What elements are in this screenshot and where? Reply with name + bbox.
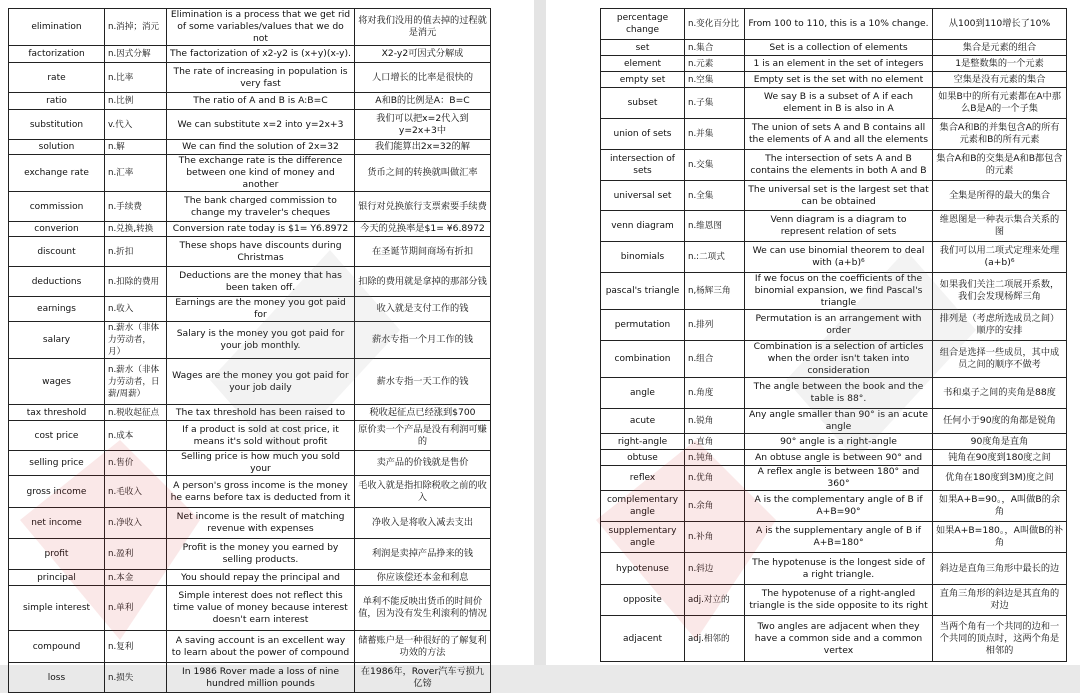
chinese-translation-cell: 利润是卖掉产品挣来的钱	[355, 539, 491, 570]
chinese-translation-cell: 单利不能反映出货币的时间价值，因为没有发生利滚利的情况	[355, 586, 491, 631]
chinese-translation-cell: 我们可以用二项式定理来处理(a+b)⁶	[933, 242, 1067, 273]
part-of-speech-cell: n.交集	[685, 150, 745, 181]
chinese-translation-cell: 集合是元素的组合	[933, 40, 1067, 56]
part-of-speech-cell: n.角度	[685, 378, 745, 409]
table-row	[601, 88, 1067, 119]
table-row	[9, 586, 491, 631]
table-row	[9, 297, 491, 322]
term-cell: intersection of sets	[601, 150, 685, 181]
english-example-cell: If we focus on the coefficients of the binomial expansion, we find Pascal's triangle	[745, 273, 933, 310]
term-cell: binomials	[601, 242, 685, 273]
table-row	[9, 421, 491, 451]
chinese-translation-cell: 1是整数集的一个元素	[933, 56, 1067, 72]
part-of-speech-cell: n.维恩图	[685, 211, 745, 242]
chinese-translation-cell: 排列是（考虑所选成员之间）顺序的安排	[933, 310, 1067, 341]
table-row	[601, 56, 1067, 72]
chinese-translation-cell: 收入就是支付工作的钱	[355, 297, 491, 322]
english-example-cell: The bank charged commission to change my traveler's cheques	[167, 192, 355, 222]
part-of-speech-cell: n.钝角	[685, 450, 745, 466]
term-cell: union of sets	[601, 119, 685, 150]
term-cell: venn diagram	[601, 211, 685, 242]
vocab-table-right	[600, 8, 1067, 662]
term-cell: wages	[9, 359, 105, 405]
english-example-cell: Any angle smaller than 90° is an acute angle	[745, 409, 933, 434]
chinese-translation-cell: 任何小于90度的角都是锐角	[933, 409, 1067, 434]
chinese-translation-cell: 当两个角有一个共同的边和一个共同的顶点时，这两个角是相邻的	[933, 616, 1067, 662]
chinese-translation-cell: 我们可以把x=2代入到y=2x+3中	[355, 110, 491, 140]
table-row	[601, 181, 1067, 211]
table-row	[9, 508, 491, 539]
table-row	[601, 466, 1067, 491]
term-cell: simple interest	[9, 586, 105, 631]
part-of-speech-cell: v.代入	[105, 110, 167, 140]
part-of-speech-cell: n.复利	[105, 631, 167, 663]
table-row	[601, 119, 1067, 150]
part-of-speech-cell: n.净收入	[105, 508, 167, 539]
english-example-cell: 1 is an element in the set of integers	[745, 56, 933, 72]
chinese-translation-cell: 毛收入就是指扣除税收之前的收入	[355, 476, 491, 508]
term-cell: discount	[9, 237, 105, 267]
chinese-translation-cell: 薪水专指一个月工作的钱	[355, 322, 491, 359]
chinese-translation-cell: 钝角在90度到180度之间	[933, 450, 1067, 466]
english-example-cell: Profit is the money you earned by selling products.	[167, 539, 355, 570]
english-example-cell: A is the supplementary angle of B if A+B=180°	[745, 522, 933, 553]
part-of-speech-cell: n.斜边	[685, 553, 745, 585]
english-example-cell: Venn diagram is a diagram to represent relation of sets	[745, 211, 933, 242]
table-row	[601, 522, 1067, 553]
english-example-cell: Elimination is a process that we get rid of some variables/values that we do not	[167, 9, 355, 46]
part-of-speech-cell: n.汇率	[105, 155, 167, 192]
english-example-cell: A reflex angle is between 180° and 360°	[745, 466, 933, 491]
chinese-translation-cell: 薪水专指一天工作的钱	[355, 359, 491, 405]
term-cell: earnings	[9, 297, 105, 322]
part-of-speech-cell: n.优角	[685, 466, 745, 491]
english-example-cell: A saving account is an excellent way to learn about the power of compound	[167, 631, 355, 663]
chinese-translation-cell: 在1986年，Rover汽车亏损九亿镑	[355, 663, 491, 693]
english-example-cell: The angle between the book and the table is 88°.	[745, 378, 933, 409]
english-example-cell: Wages are the money you got paid for your job daily	[167, 359, 355, 405]
part-of-speech-cell: n.收入	[105, 297, 167, 322]
chinese-translation-cell: A和B的比例是A：B=C	[355, 93, 491, 110]
part-of-speech-cell: n.损失	[105, 663, 167, 693]
table-row	[601, 211, 1067, 242]
english-example-cell: From 100 to 110, this is a 10% change.	[745, 9, 933, 40]
part-of-speech-cell: n.本金	[105, 570, 167, 586]
term-cell: substitution	[9, 110, 105, 140]
english-example-cell: Net income is the result of matching revenue with expenses	[167, 508, 355, 539]
chinese-translation-cell: 扣除的费用就是拿掉的那部分钱	[355, 267, 491, 297]
english-example-cell: The ratio of A and B is A:B=C	[167, 93, 355, 110]
table-row	[9, 539, 491, 570]
table-row	[9, 63, 491, 93]
table-row	[601, 616, 1067, 662]
table-row	[9, 192, 491, 222]
part-of-speech-cell: n.排列	[685, 310, 745, 341]
table-row	[9, 46, 491, 63]
chinese-translation-cell: 税收起征点已经涨到$700	[355, 405, 491, 421]
english-example-cell: The factorization of x2-y2 is (x+y)(x-y).	[167, 46, 355, 63]
term-cell: complementary angle	[601, 491, 685, 522]
part-of-speech-cell: n.单利	[105, 586, 167, 631]
part-of-speech-cell: n.解	[105, 140, 167, 155]
part-of-speech-cell: n.折扣	[105, 237, 167, 267]
part-of-speech-cell: n.成本	[105, 421, 167, 451]
english-example-cell: An obtuse angle is between 90° and	[745, 450, 933, 466]
term-cell: cost price	[9, 421, 105, 451]
table-row	[601, 242, 1067, 273]
table-row	[601, 450, 1067, 466]
chinese-translation-cell: 集合A和B的交集是A和B都包含的元素	[933, 150, 1067, 181]
term-cell: subset	[601, 88, 685, 119]
table-row	[9, 155, 491, 192]
chinese-translation-cell: 斜边是直角三角形中最长的边	[933, 553, 1067, 585]
term-cell: percentage change	[601, 9, 685, 40]
term-cell: supplementary angle	[601, 522, 685, 553]
term-cell: acute	[601, 409, 685, 434]
part-of-speech-cell: n.组合	[685, 341, 745, 378]
english-example-cell: Selling price is how much you sold your	[167, 451, 355, 476]
part-of-speech-cell: n.比率	[105, 63, 167, 93]
document-page-right	[546, 0, 1080, 665]
term-cell: factorization	[9, 46, 105, 63]
english-example-cell: Permutation is an arrangement with order	[745, 310, 933, 341]
english-example-cell: Empty set is the set with no element	[745, 72, 933, 88]
chinese-translation-cell: 直角三角形的斜边是其直角的对边	[933, 585, 1067, 616]
term-cell: angle	[601, 378, 685, 409]
english-example-cell: A is the complementary angle of B if A+B=90°	[745, 491, 933, 522]
chinese-translation-cell: 你应该偿还本金和利息	[355, 570, 491, 586]
term-cell: pascal's triangle	[601, 273, 685, 310]
part-of-speech-cell: n.并集	[685, 119, 745, 150]
part-of-speech-cell: adj.相邻的	[685, 616, 745, 662]
chinese-translation-cell: 从100到110增长了10%	[933, 9, 1067, 40]
chinese-translation-cell: 净收入是将收入减去支出	[355, 508, 491, 539]
table-row	[9, 405, 491, 421]
part-of-speech-cell: n.锐角	[685, 409, 745, 434]
english-example-cell: The hypotenuse is the longest side of a right triangle.	[745, 553, 933, 585]
chinese-translation-cell: 维恩图是一种表示集合关系的图	[933, 211, 1067, 242]
table-row	[9, 322, 491, 359]
chinese-translation-cell: 90度角是直角	[933, 434, 1067, 450]
chinese-translation-cell: 组合是选择一些成员，其中成员之间的顺序不做考	[933, 341, 1067, 378]
table-row	[601, 9, 1067, 40]
chinese-translation-cell: 全集是所得的最大的集合	[933, 181, 1067, 211]
english-example-cell: We can substitute x=2 into y=2x+3	[167, 110, 355, 140]
term-cell: hypotenuse	[601, 553, 685, 585]
chinese-translation-cell: 如果我们关注二项展开系数，我们会发现杨辉三角	[933, 273, 1067, 310]
table-row	[601, 40, 1067, 56]
english-example-cell: Deductions are the money that has been taken off.	[167, 267, 355, 297]
table-row	[9, 570, 491, 586]
part-of-speech-cell: n.:二项式	[685, 242, 745, 273]
chinese-translation-cell: 原价卖一个产品是没有利润可赚的	[355, 421, 491, 451]
english-example-cell: We can find the solution of 2x=32	[167, 140, 355, 155]
term-cell: converion	[9, 222, 105, 237]
part-of-speech-cell: n.元素	[685, 56, 745, 72]
term-cell: elimination	[9, 9, 105, 46]
term-cell: salary	[9, 322, 105, 359]
chinese-translation-cell: 人口增长的比率是很快的	[355, 63, 491, 93]
english-example-cell: In 1986 Rover made a loss of nine hundred million pounds	[167, 663, 355, 693]
term-cell: opposite	[601, 585, 685, 616]
chinese-translation-cell: X2-y2可因式分解成	[355, 46, 491, 63]
part-of-speech-cell: n.变化百分比	[685, 9, 745, 40]
table-row	[601, 378, 1067, 409]
part-of-speech-cell: n.集合	[685, 40, 745, 56]
english-example-cell: These shops have discounts during Christmas	[167, 237, 355, 267]
table-row	[9, 110, 491, 140]
english-example-cell: A person's gross income is the money he earns before tax is deducted from it	[167, 476, 355, 508]
english-example-cell: The intersection of sets A and B contains the elements in both A and B	[745, 150, 933, 181]
chinese-translation-cell: 如果A+B=180。，A叫做B的补角	[933, 522, 1067, 553]
table-row	[601, 553, 1067, 585]
table-row	[9, 359, 491, 405]
english-example-cell: The universal set is the largest set that can be obtained	[745, 181, 933, 211]
english-example-cell: The union of sets A and B contains all the elements of A and all the elements	[745, 119, 933, 150]
part-of-speech-cell: n.比例	[105, 93, 167, 110]
part-of-speech-cell: n.售价	[105, 451, 167, 476]
table-row	[9, 93, 491, 110]
table-row	[9, 451, 491, 476]
table-row	[601, 585, 1067, 616]
part-of-speech-cell: n.空集	[685, 72, 745, 88]
part-of-speech-cell: n.消掉；消元	[105, 9, 167, 46]
term-cell: ratio	[9, 93, 105, 110]
table-row	[9, 9, 491, 46]
part-of-speech-cell: n.薪水（非体力劳动者，日薪/周薪）	[105, 359, 167, 405]
table-row	[601, 434, 1067, 450]
term-cell: exchange rate	[9, 155, 105, 192]
english-example-cell: 90° angle is a right-angle	[745, 434, 933, 450]
part-of-speech-cell: n.直角	[685, 434, 745, 450]
chinese-translation-cell: 银行对兑换旅行支票索要手续费	[355, 192, 491, 222]
table-row	[9, 237, 491, 267]
term-cell: solution	[9, 140, 105, 155]
part-of-speech-cell: n.补角	[685, 522, 745, 553]
chinese-translation-cell: 今天的兑换率是$1= ¥6.8972	[355, 222, 491, 237]
page-gap	[534, 0, 546, 665]
term-cell: tax threshold	[9, 405, 105, 421]
part-of-speech-cell: n.手续费	[105, 192, 167, 222]
english-example-cell: The hypotenuse of a right-angled triangle is the side opposite to its right	[745, 585, 933, 616]
part-of-speech-cell: n,杨辉三角	[685, 273, 745, 310]
table-row	[601, 72, 1067, 88]
part-of-speech-cell: n.因式分解	[105, 46, 167, 63]
term-cell: loss	[9, 663, 105, 693]
term-cell: principal	[9, 570, 105, 586]
part-of-speech-cell: n.毛收入	[105, 476, 167, 508]
term-cell: adjacent	[601, 616, 685, 662]
term-cell: obtuse	[601, 450, 685, 466]
table-row	[601, 341, 1067, 378]
term-cell: element	[601, 56, 685, 72]
english-example-cell: If a product is sold at cost price, it means it's sold without profit	[167, 421, 355, 451]
vocab-table-left	[8, 8, 491, 693]
term-cell: permutation	[601, 310, 685, 341]
chinese-translation-cell: 在圣诞节期间商场有折扣	[355, 237, 491, 267]
table-row	[601, 491, 1067, 522]
chinese-translation-cell: 如果B中的所有元素都在A中那么B是A的一个子集	[933, 88, 1067, 119]
document-page-left	[0, 0, 534, 689]
chinese-translation-cell: 储蓄账户是一种很好的了解复利功效的方法	[355, 631, 491, 663]
table-row	[9, 267, 491, 297]
chinese-translation-cell: 我们能算出2x=32的解	[355, 140, 491, 155]
chinese-translation-cell: 集合A和B的并集包含A的所有元素和B的所有元素	[933, 119, 1067, 150]
part-of-speech-cell: n.扣除的费用	[105, 267, 167, 297]
term-cell: gross income	[9, 476, 105, 508]
part-of-speech-cell: adj.对立的	[685, 585, 745, 616]
term-cell: reflex	[601, 466, 685, 491]
table-row	[9, 222, 491, 237]
term-cell: commission	[9, 192, 105, 222]
term-cell: compound	[9, 631, 105, 663]
chinese-translation-cell: 空集是没有元素的集合	[933, 72, 1067, 88]
english-example-cell: Conversion rate today is $1= Y6.8972	[167, 222, 355, 237]
chinese-translation-cell: 货币之间的转换就叫做汇率	[355, 155, 491, 192]
english-example-cell: Earnings are the money you got paid for	[167, 297, 355, 322]
chinese-translation-cell: 书和桌子之间的夹角是88度	[933, 378, 1067, 409]
part-of-speech-cell: n.薪水（非体力劳动者，月）	[105, 322, 167, 359]
chinese-translation-cell: 如果A+B=90。，A叫做B的余角	[933, 491, 1067, 522]
english-example-cell: The tax threshold has been raised to	[167, 405, 355, 421]
term-cell: net income	[9, 508, 105, 539]
table-row	[9, 663, 491, 693]
term-cell: set	[601, 40, 685, 56]
part-of-speech-cell: n.余角	[685, 491, 745, 522]
english-example-cell: We can use binomial theorem to deal with (a+b)⁶	[745, 242, 933, 273]
term-cell: deductions	[9, 267, 105, 297]
english-example-cell: Salary is the money you got paid for your job monthly.	[167, 322, 355, 359]
term-cell: empty set	[601, 72, 685, 88]
part-of-speech-cell: n.全集	[685, 181, 745, 211]
term-cell: rate	[9, 63, 105, 93]
english-example-cell: Two angles are adjacent when they have a common side and a common vertex	[745, 616, 933, 662]
table-row	[9, 140, 491, 155]
english-example-cell: You should repay the principal and	[167, 570, 355, 586]
part-of-speech-cell: n.盈利	[105, 539, 167, 570]
term-cell: right-angle	[601, 434, 685, 450]
table-row	[601, 273, 1067, 310]
english-example-cell: The exchange rate is the difference between one kind of money and another	[167, 155, 355, 192]
term-cell: combination	[601, 341, 685, 378]
table-row	[601, 150, 1067, 181]
table-row	[9, 476, 491, 508]
table-row	[601, 310, 1067, 341]
chinese-translation-cell: 将对我们没用的值去掉的过程就是消元	[355, 9, 491, 46]
english-example-cell: Set is a collection of elements	[745, 40, 933, 56]
chinese-translation-cell: 卖产品的价钱就是售价	[355, 451, 491, 476]
english-example-cell: Simple interest does not reflect this time value of money because interest doesn't earn interest	[167, 586, 355, 631]
part-of-speech-cell: n.税收起征点	[105, 405, 167, 421]
part-of-speech-cell: n.子集	[685, 88, 745, 119]
table-row	[9, 631, 491, 663]
english-example-cell: Combination is a selection of articles when the order isn't taken into consideration	[745, 341, 933, 378]
english-example-cell: We say B is a subset of A if each element in B is also in A	[745, 88, 933, 119]
term-cell: universal set	[601, 181, 685, 211]
chinese-translation-cell: 优角在180度到3M)度之间	[933, 466, 1067, 491]
table-row	[601, 409, 1067, 434]
part-of-speech-cell: n.兑换,转换	[105, 222, 167, 237]
term-cell: profit	[9, 539, 105, 570]
english-example-cell: The rate of increasing in population is very fast	[167, 63, 355, 93]
term-cell: selling price	[9, 451, 105, 476]
